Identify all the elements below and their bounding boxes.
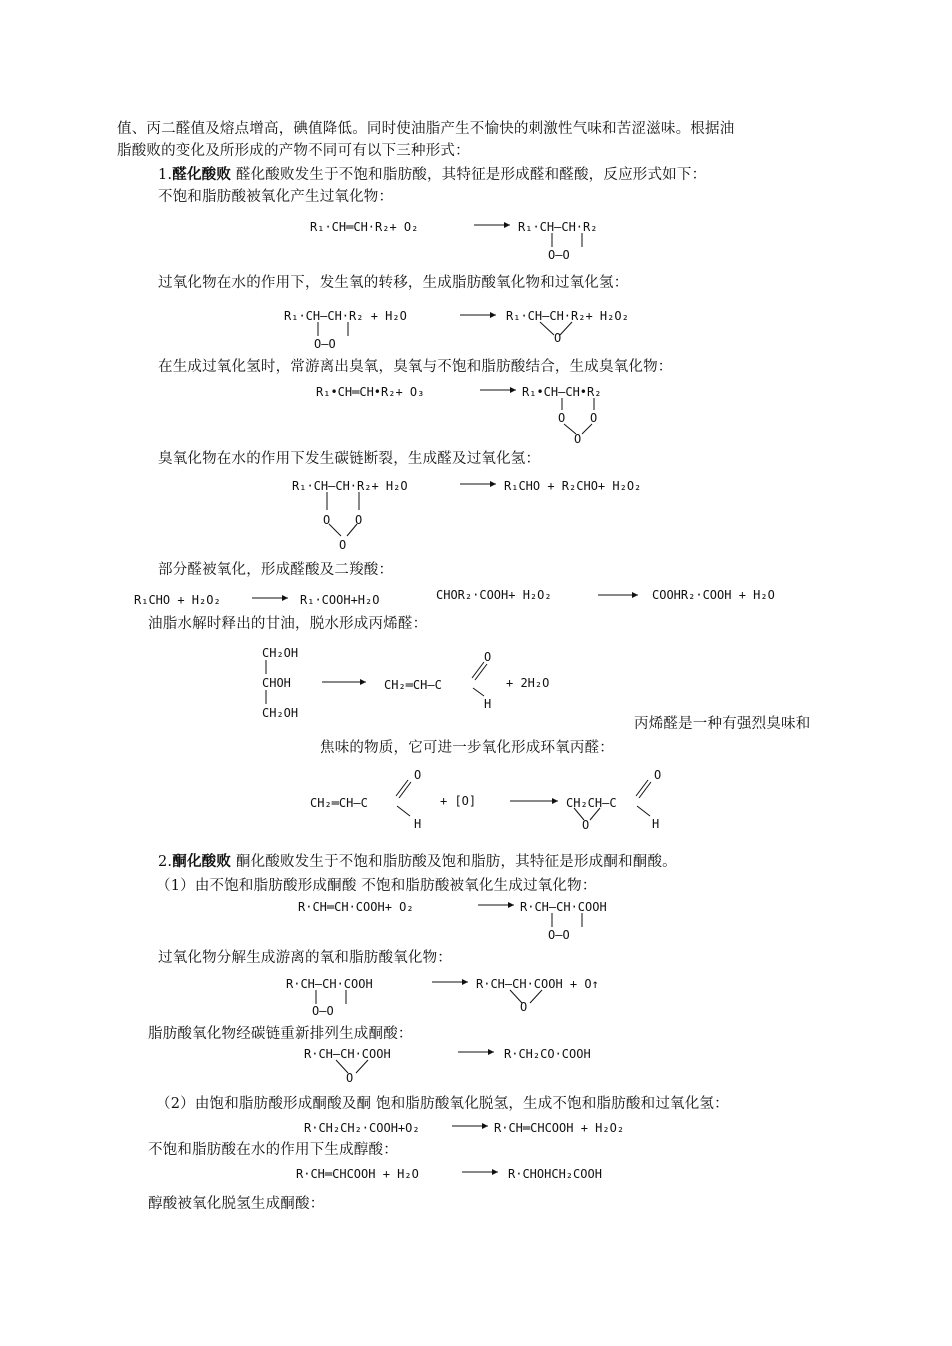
eq5a-reactants: R₁CHO + H₂O₂ <box>134 593 221 607</box>
eq10-arrow <box>458 1046 498 1058</box>
eq9-arrow <box>432 976 472 988</box>
section2-sub2: （2）由饱和脂肪酸形成酮酸及酮 饱和脂肪酸氧化脱氢，生成不饱和脂肪酸和过氧化氢： <box>156 1096 729 1112</box>
section2-line5: 不饱和脂肪酸在水的作用下生成醇酸： <box>148 1142 398 1158</box>
eq5b-arrow <box>598 589 642 601</box>
eq7-right-h: H <box>652 817 660 831</box>
eq2-products: R₁·CH—CH·R₂+ H₂O₂ <box>506 309 629 323</box>
eq9-left-peroxide: O—O <box>312 1004 334 1018</box>
eq3-product: R₁•CH—CH•R₂ <box>522 385 602 399</box>
eq10-product: R·CH₂CO·COOH <box>504 1047 591 1061</box>
section2-intro: 酮化酸败发生于不饱和脂肪酸及饱和脂肪，其特征是形成酮和酮酸。 <box>231 854 677 870</box>
eq7-right-carbonyl <box>634 776 664 818</box>
eq2-reactants: R₁·CH—CH·R₂ + H₂O <box>284 309 407 323</box>
section1-line4: 臭氧化物在水的作用下发生碳链断裂，生成醛及过氧化氢： <box>158 451 541 467</box>
eq4-ozonide-o1: O <box>323 513 331 527</box>
eq8-peroxide: O—O <box>548 928 570 942</box>
eq7-arrow <box>510 795 562 807</box>
eq9-epoxide-bonds <box>506 990 550 1006</box>
eq9-reactant: R·CH—CH·COOH <box>286 977 373 991</box>
section1-line7a: 丙烯醛是一种有强烈臭味和 <box>634 716 811 732</box>
eq3-ozonide-o1: O <box>558 411 566 425</box>
eq6-water: + 2H₂O <box>506 676 550 690</box>
eq7-epoxide-o: O <box>582 818 590 832</box>
eq7-left-h: H <box>414 817 422 831</box>
eq7-left-carbonyl <box>394 776 424 818</box>
eq9-epoxide-o: O <box>520 1000 528 1014</box>
eq7-left-o: O <box>414 768 422 782</box>
eq6-glycerol-3: CH₂OH <box>262 706 299 720</box>
section1-intro: 醛化酸败发生于不饱和脂肪酸，其特征是形成醛和醛酸，反应形式如下： <box>231 167 707 183</box>
eq11-arrow <box>452 1120 492 1132</box>
eq3-ozonide-o3: O <box>574 432 582 446</box>
eq1-reactants: R₁·CH═CH·R₂+ O₂ <box>310 220 419 234</box>
eq12-arrow <box>462 1166 502 1178</box>
section2-heading-line <box>158 852 677 872</box>
section1-number: 1. <box>158 167 173 183</box>
eq2-epoxide-o: O <box>554 331 562 345</box>
eq11-reactants: R·CH₂CH₂·COOH+O₂ <box>304 1121 420 1135</box>
eq7-right-o: O <box>654 768 662 782</box>
section2-line6: 醇酸被氧化脱氢生成酮酸： <box>148 1196 325 1212</box>
eq4-reactants: R₁·CH—CH·R₂+ H₂O <box>292 479 408 493</box>
section1-line5: 部分醛被氧化，形成醛酸及二羧酸： <box>158 562 394 578</box>
eq6-acrolein: CH₂═CH—C <box>384 678 442 692</box>
eq12-product: R·CHOHCH₂COOH <box>508 1167 602 1181</box>
eq1-bonds <box>548 233 588 249</box>
eq6-glycerol-2: CHOH <box>262 676 291 690</box>
eq10-epoxide-bonds <box>332 1060 376 1076</box>
section1-title: 醛化酸败 <box>172 167 232 183</box>
eq6-carbonyl-bonds <box>470 658 500 698</box>
eq3-reactants: R₁•CH═CH•R₂+ O₃ <box>316 385 425 399</box>
eq11-products: R·CH═CHCOOH + H₂O₂ <box>494 1121 625 1135</box>
eq2-left-peroxide: O—O <box>314 337 336 351</box>
section1-line6: 油脂水解时释出的甘油，脱水形成丙烯醛： <box>148 616 428 632</box>
eq9-products: R·CH—CH·COOH + O↑ <box>476 977 599 991</box>
eq8-reactants: R·CH═CH·COOH+ O₂ <box>298 900 414 914</box>
eq5b-reactants: CHOR₂·COOH+ H₂O₂ <box>436 588 552 602</box>
eq6-aldehyde-h: H <box>484 697 492 711</box>
eq1-product: R₁·CH—CH·R₂ <box>518 220 598 234</box>
section2-line3: 脂肪酸氧化物经碳链重新排列生成酮酸： <box>148 1026 413 1042</box>
eq7-acrolein: CH₂═CH—C <box>310 796 368 810</box>
section1-heading-line <box>158 165 706 185</box>
eq10-reactant: R·CH—CH·COOH <box>304 1047 391 1061</box>
eq7-glycidaldehyde: CH₂CH—C <box>566 796 617 810</box>
eq6-glycerol-1: CH₂OH <box>262 646 299 660</box>
eq8-arrow <box>478 899 518 911</box>
section1-line1: 不饱和脂肪酸被氧化产生过氧化物： <box>158 189 394 205</box>
eq6-arrow <box>322 676 370 688</box>
eq4-ozonide-o2: O <box>355 513 363 527</box>
eq6-carbonyl-o: O <box>484 650 492 664</box>
eq12-reactants: R·CH═CHCOOH + H₂O <box>296 1167 419 1181</box>
eq1-peroxide: O—O <box>548 248 570 262</box>
eq8-bonds <box>548 913 588 929</box>
eq8-product: R·CH—CH·COOH <box>520 900 607 914</box>
eq4-ozonide-o3: O <box>339 538 347 552</box>
eq3-ozonide-o2: O <box>590 411 598 425</box>
eq4-arrow <box>460 478 500 490</box>
eq10-epoxide-o: O <box>346 1071 354 1085</box>
section1-line3: 在生成过氧化氢时，常游离出臭氧，臭氧与不饱和脂肪酸结合，生成臭氧化物： <box>158 359 673 375</box>
eq1-arrow <box>474 219 514 231</box>
eq4-products: R₁CHO + R₂CHO+ H₂O₂ <box>504 479 642 493</box>
section2-title: 酮化酸败 <box>172 854 232 870</box>
eq5a-products: R₁·COOH+H₂O <box>300 593 380 607</box>
eq2-left-bonds <box>314 322 354 338</box>
section1-line7b: 焦味的物质，它可进一步氧化形成环氧丙醛： <box>320 740 614 756</box>
eq5a-arrow <box>252 592 292 604</box>
eq2-arrow <box>460 309 500 321</box>
para1-line1: 值、丙二醛值及熔点增高，碘值降低。同时使油脂产生不愉快的刺激性气味和苦涩滋味。根据油 <box>117 121 735 137</box>
eq3-arrow <box>480 384 520 396</box>
section2-line2: 过氧化物分解生成游离的氧和脂肪酸氧化物： <box>158 950 452 966</box>
eq7-oxidant: + [O] <box>440 794 477 808</box>
section2-sub1: （1）由不饱和脂肪酸形成酮酸 不饱和脂肪酸被氧化生成过氧化物： <box>156 878 597 894</box>
section2-number: 2. <box>158 854 173 870</box>
para1-line2: 脂酸败的变化及所形成的产物不同可有以下三种形式： <box>117 143 470 159</box>
section1-line2: 过氧化物在水的作用下，发生氧的转移，生成脂肪酸氧化物和过氧化氢： <box>158 275 629 291</box>
eq5b-products: COOHR₂·COOH + H₂O <box>652 588 775 602</box>
